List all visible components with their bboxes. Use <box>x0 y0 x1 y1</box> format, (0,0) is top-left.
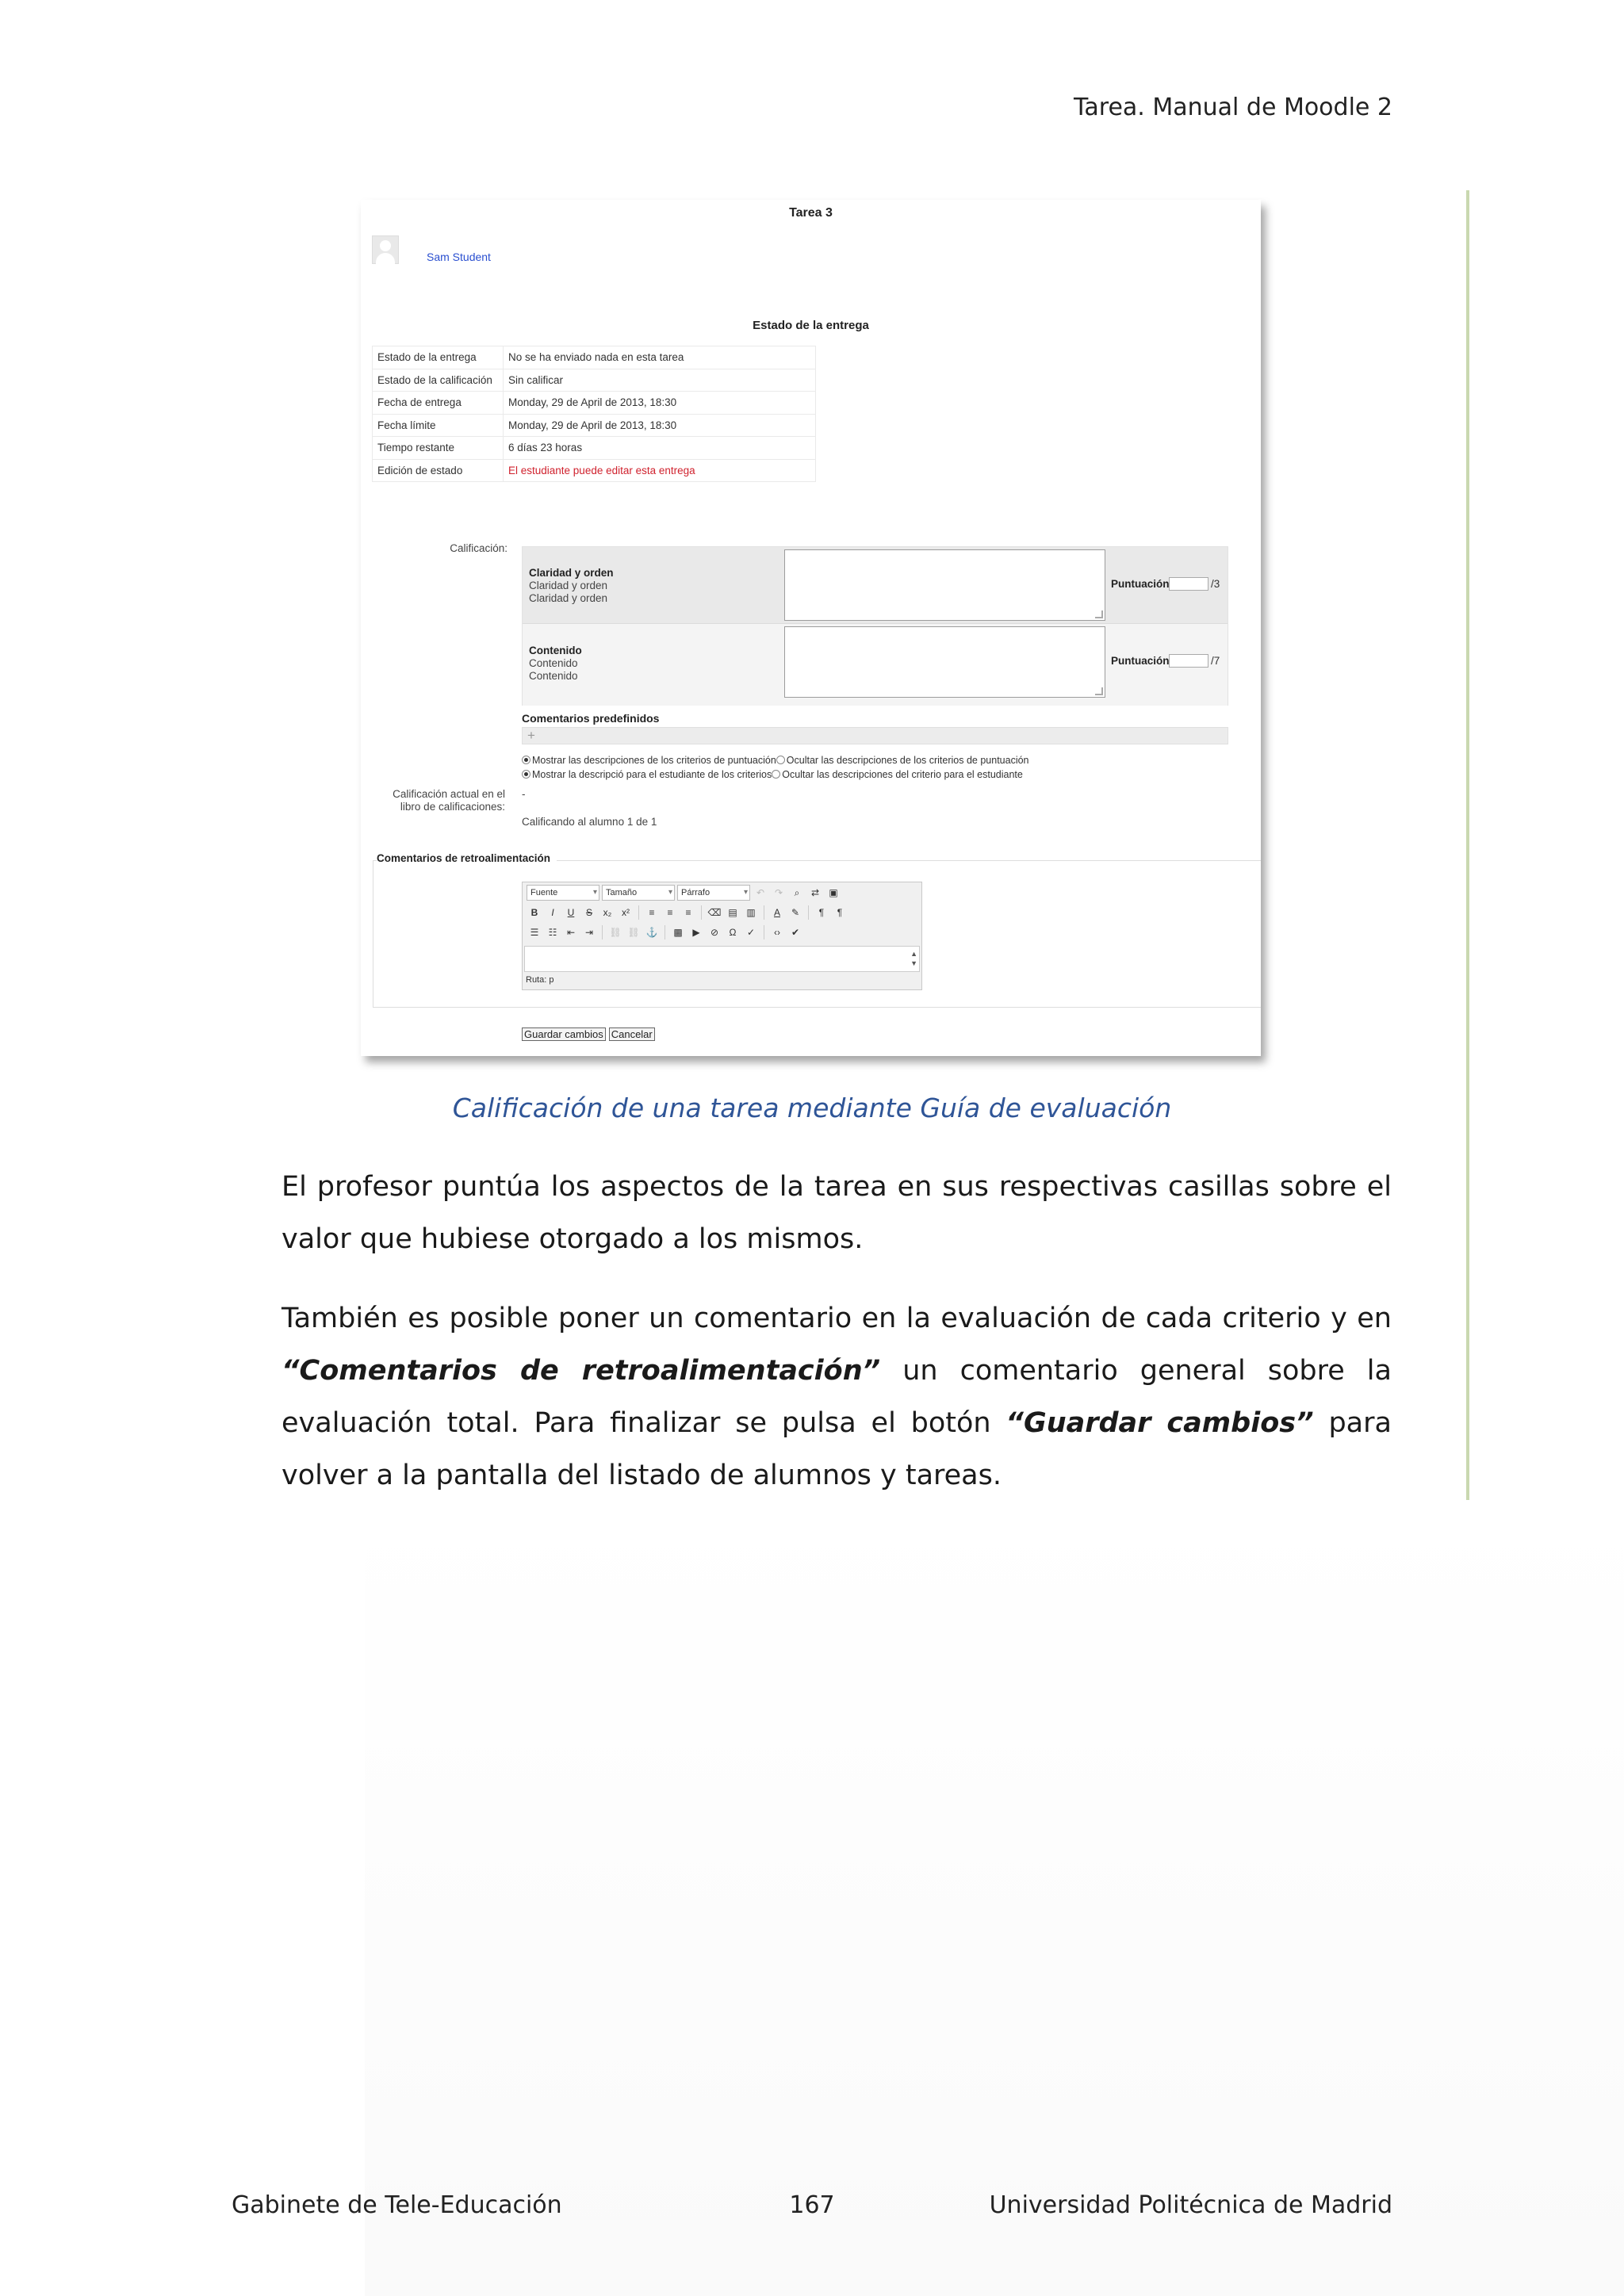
score-input[interactable] <box>1169 577 1208 591</box>
status-value: No se ha enviado nada en esta tarea <box>504 346 816 369</box>
background-color-icon[interactable]: ✎ <box>791 907 800 918</box>
student-link[interactable]: Sam Student <box>427 251 491 263</box>
indent-icon[interactable]: ⇥ <box>584 927 594 938</box>
status-label: Estado de la entrega <box>373 346 504 369</box>
grading-label: Calificación: <box>450 542 508 554</box>
criterion-comment-textarea[interactable] <box>784 549 1105 621</box>
bullet-list-icon[interactable]: ☰ <box>530 927 539 938</box>
current-grade-label: Calificación actual en el libro de calificaciones: <box>393 788 505 813</box>
table-row <box>373 346 816 369</box>
media-icon[interactable]: ▶ <box>692 927 700 938</box>
status-label: Edición de estado <box>373 459 504 482</box>
cancel-button[interactable]: Cancelar <box>609 1027 655 1041</box>
status-label: Fecha límite <box>373 414 504 437</box>
footer-university: Universidad Politécnica de Madrid <box>989 2191 1392 2219</box>
radio-group-criteria-descriptions <box>522 755 1029 766</box>
status-label: Tiempo restante <box>373 437 504 460</box>
editor-toolbar-row-2 <box>527 905 848 920</box>
figure-caption: Calificación de una tarea mediante Guía de evaluación <box>452 1093 1172 1123</box>
text-color-icon[interactable]: A <box>773 907 780 918</box>
font-select[interactable]: Fuente ▾ <box>527 885 599 901</box>
criterion-name: Contenido <box>529 645 582 656</box>
feedback-textarea[interactable] <box>524 946 920 972</box>
fullscreen-icon[interactable]: ▣ <box>829 887 838 898</box>
radio-group-student-descriptions <box>522 769 1023 780</box>
body-paragraph-2: También es posible poner un comentario en la evaluación de cada criterio y en “Comentarios de retroalimentación” un comentario general sobre la evaluación total. Para finalizar se pulsa el botón “Guardar cambios” para volver a la pantalla del listado de alumnos y tareas. <box>282 1303 1392 1491</box>
section-title: Estado de la entrega <box>753 319 869 332</box>
score-label: Puntuación <box>1111 578 1170 590</box>
table-row <box>373 414 816 437</box>
add-icon[interactable]: + <box>527 728 535 743</box>
current-grade-value: - <box>522 788 526 800</box>
align-left-icon[interactable]: ≡ <box>649 907 655 918</box>
status-value: 6 días 23 horas <box>504 437 816 460</box>
radio-label: Mostrar la descripció para el estudiante de los criterios <box>532 769 772 780</box>
emphasis-feedback-comments: “Comentarios de retroalimentación” <box>282 1355 881 1387</box>
rtl-icon[interactable]: ¶ <box>837 907 843 918</box>
body-paragraph-1: El profesor puntúa los aspectos de la tarea en sus respectivas casillas sobre el valor que hubiese otorgado a los mismos. <box>282 1171 1392 1255</box>
emphasis-save-changes: “Guardar cambios” <box>1005 1407 1314 1439</box>
radio-hide-student-descriptions[interactable] <box>772 770 780 779</box>
moodle-screenshot <box>361 200 1261 1056</box>
scroll-arrows-icon[interactable]: ▲ ▼ <box>910 950 917 967</box>
table-row <box>373 459 816 482</box>
save-changes-button[interactable]: Guardar cambios <box>522 1027 606 1041</box>
link-icon[interactable]: ⛓ <box>609 927 622 938</box>
rubric-table <box>522 546 1228 706</box>
avatar[interactable] <box>372 235 399 264</box>
submission-status-table <box>372 346 816 482</box>
footer-organization: Gabinete de Tele-Educación <box>232 2191 562 2219</box>
form-buttons <box>522 1027 655 1041</box>
status-label: Fecha de entrega <box>373 392 504 415</box>
numbered-list-icon[interactable]: ☷ <box>548 927 557 938</box>
image-icon[interactable]: ▩ <box>673 927 683 938</box>
predefined-comments-label: Comentarios predefinidos <box>522 712 660 725</box>
format-select[interactable]: Párrafo ▾ <box>677 885 750 901</box>
grading-progress: Calificando al alumno 1 de 1 <box>522 816 657 828</box>
criterion-description: Claridad y orden Claridad y orden Claridad y orden <box>529 567 614 604</box>
html-icon[interactable]: ‹› <box>774 927 780 938</box>
undo-icon[interactable]: ↶ <box>756 887 765 898</box>
editor-path: Ruta: p <box>526 975 554 985</box>
size-select[interactable]: Tamaño ▾ <box>602 885 675 901</box>
anchor-icon[interactable]: ⚓ <box>645 927 658 938</box>
status-value: Monday, 29 de April de 2013, 18:30 <box>504 392 816 415</box>
running-header: Tarea. Manual de Moodle 2 <box>1074 94 1392 121</box>
radio-label: Ocultar las descripciones del criterio para el estudiante <box>782 769 1023 780</box>
radio-label: Ocultar las descripciones de los criterios de puntuación <box>786 755 1029 766</box>
unlink-icon[interactable]: ⛓ <box>627 927 640 938</box>
page-background <box>365 1506 1624 2296</box>
nolink-icon[interactable]: ⊘ <box>710 927 719 938</box>
redo-icon[interactable]: ↷ <box>774 887 783 898</box>
status-value: El estudiante puede editar esta entrega <box>504 459 816 482</box>
table-row <box>373 437 816 460</box>
superscript-icon[interactable]: x² <box>622 907 630 918</box>
cleanup-icon[interactable]: ✓ <box>746 927 756 938</box>
status-label: Estado de la calificación <box>373 369 504 392</box>
feedback-editor <box>522 882 922 990</box>
editor-toolbar-row-3 <box>527 924 803 940</box>
paste-word-icon[interactable]: ▥ <box>746 907 756 918</box>
criterion-comment-textarea[interactable] <box>784 626 1105 698</box>
clear-format-icon[interactable]: ⌫ <box>707 907 722 918</box>
italic-icon[interactable]: I <box>551 907 554 918</box>
feedback-legend: Comentarios de retroalimentación <box>377 852 557 864</box>
editor-toolbar-row-1 <box>527 885 841 901</box>
rubric-row <box>523 624 1228 706</box>
subscript-icon[interactable]: x₂ <box>603 907 612 918</box>
score-input[interactable] <box>1169 654 1208 668</box>
table-row <box>373 369 816 392</box>
align-right-icon[interactable]: ≡ <box>685 907 691 918</box>
outdent-icon[interactable]: ⇤ <box>566 927 576 938</box>
find-icon[interactable]: ⌕ <box>794 887 800 898</box>
page-number: 167 <box>789 2191 835 2219</box>
assignment-title: Tarea 3 <box>789 206 833 220</box>
align-center-icon[interactable]: ≡ <box>667 907 673 918</box>
underline-icon[interactable]: U <box>567 907 575 918</box>
status-value: Sin calificar <box>504 369 816 392</box>
radio-show-student-descriptions[interactable] <box>522 770 530 779</box>
radio-show-descriptions[interactable] <box>522 756 530 764</box>
ltr-icon[interactable]: ¶ <box>818 907 825 918</box>
strikethrough-icon[interactable]: S <box>585 907 592 918</box>
predefined-comments-bar <box>522 727 1228 744</box>
radio-label: Mostrar las descripciones de los criterios de puntuación <box>532 755 776 766</box>
score-max: /3 <box>1211 578 1220 590</box>
spellcheck-icon[interactable]: ✔ <box>791 927 800 938</box>
criterion-name: Claridad y orden <box>529 567 614 579</box>
margin-rule <box>1466 190 1469 1500</box>
special-char-icon[interactable]: Ω <box>729 927 737 938</box>
radio-hide-descriptions[interactable] <box>776 756 785 764</box>
bold-icon[interactable]: B <box>530 907 538 918</box>
score-max: /7 <box>1211 655 1220 667</box>
status-value: Monday, 29 de April de 2013, 18:30 <box>504 414 816 437</box>
rubric-row <box>523 547 1228 624</box>
criterion-description: Contenido Contenido Contenido <box>529 645 582 682</box>
paste-icon[interactable]: ▤ <box>728 907 737 918</box>
replace-icon[interactable]: ⇄ <box>810 887 820 898</box>
score-label: Puntuación <box>1111 655 1170 667</box>
table-row <box>373 392 816 415</box>
